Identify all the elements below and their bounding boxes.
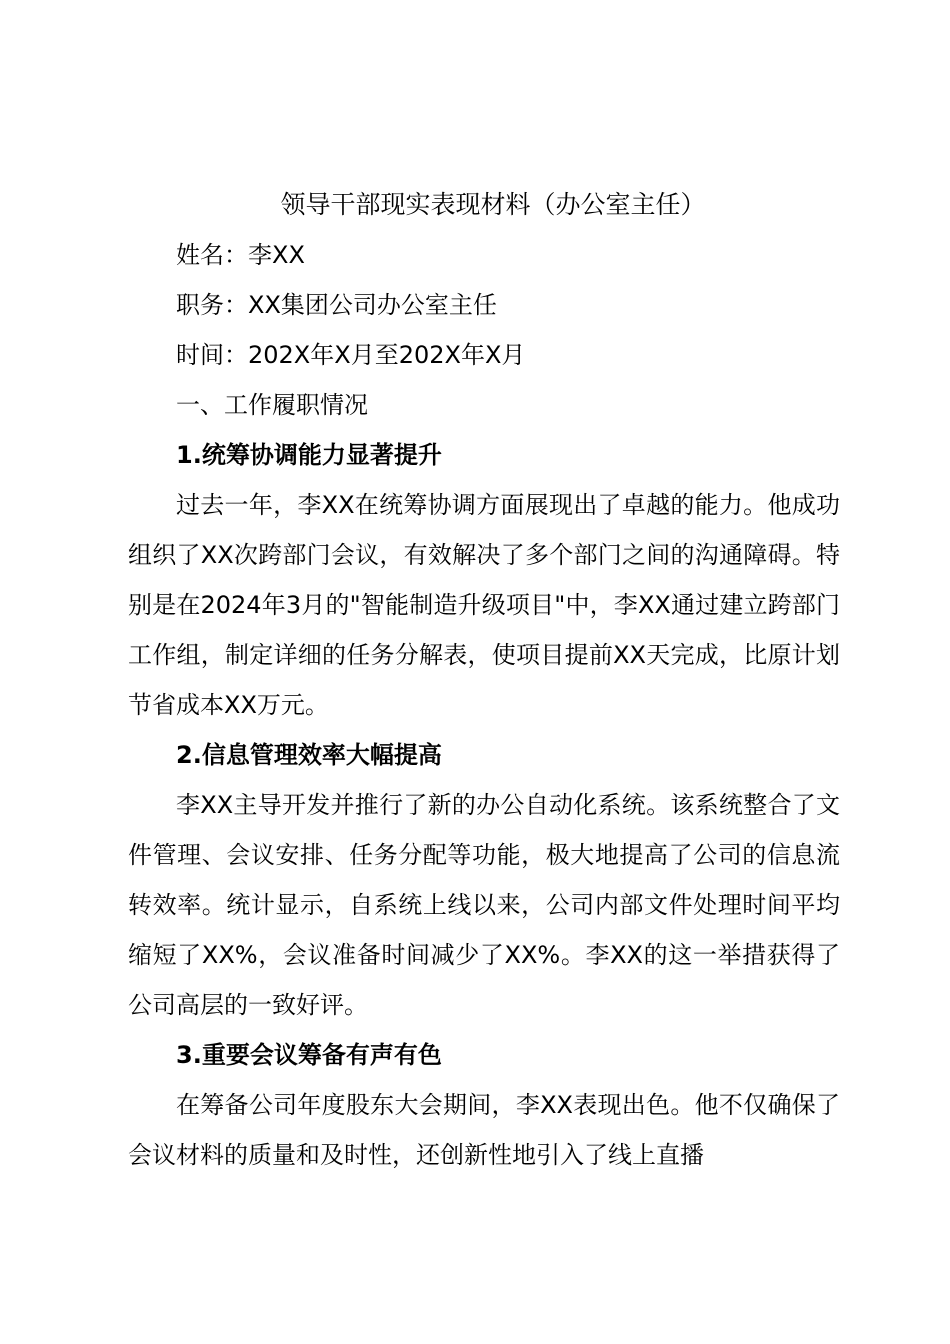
position-line: 职务：XX集团公司办公室主任 [176,291,497,319]
item-heading: 1.统筹协调能力显著提升 [176,441,442,469]
document-title: 领导干部现实表现材料（办公室主任） [280,190,706,219]
item-body: 过去一年，李XX在统筹协调方面展现出了卓越的能力。他成功组织了XX次跨部门会议，有效解决了多个部门之间的沟通障碍。特别是在2024年3月的"智能制造升级项目"中，李XX通过建立跨部门工作组，制定详细的任务分解表，使项目提前XX天完成，比原计划节省成本XX万元。 [128,491,840,719]
item-body: 在筹备公司年度股东大会期间，李XX表现出色。他不仅确保了会议材料的质量和及时性，还创新性地引入了线上直播 [128,1091,840,1169]
item-heading: 3.重要会议筹备有声有色 [176,1041,442,1069]
document-content [128,180,840,1180]
item-body: 李XX主导开发并推行了新的办公自动化系统。该系统整合了文件管理、会议安排、任务分配等功能，极大地提高了公司的信息流转效率。统计显示，自系统上线以来，公司内部文件处理时间平均缩短了XX%，会议准备时间减少了XX%。李XX的这一举措获得了公司高层的一致好评。 [128,791,840,1019]
section-title: 一、工作履职情况 [176,391,368,419]
time-line: 时间：202X年X月至202X年X月 [176,341,526,369]
name-line: 姓名：李XX [176,241,305,269]
item-heading: 2.信息管理效率大幅提高 [176,741,442,769]
